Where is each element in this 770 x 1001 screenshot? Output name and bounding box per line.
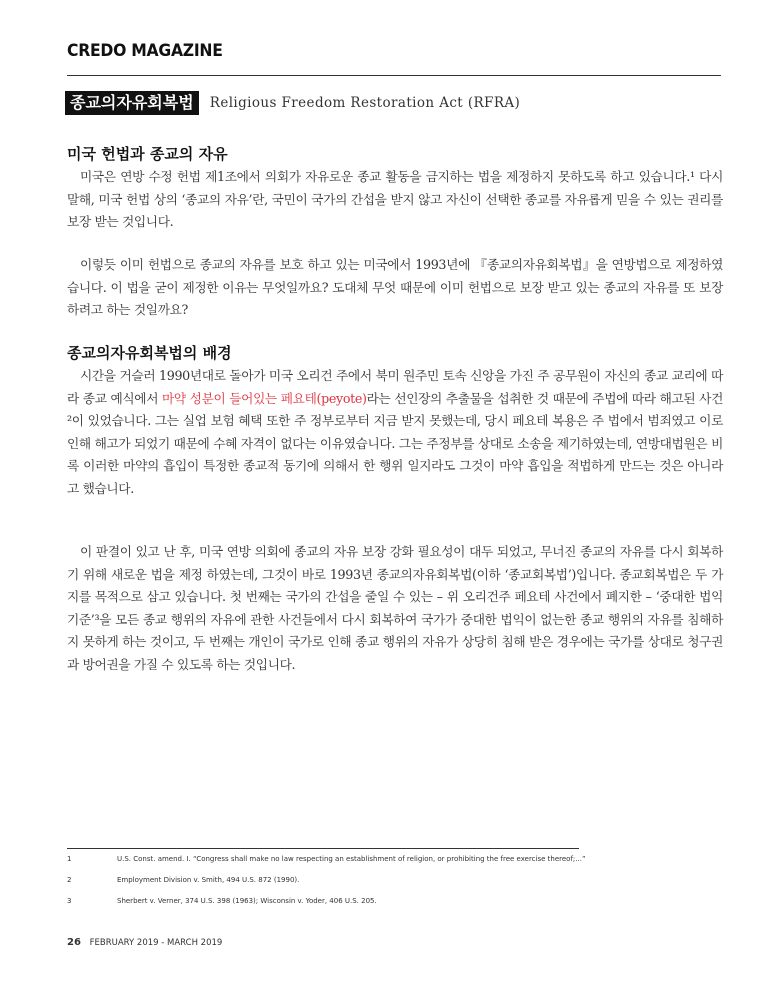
paragraph-text: 시간을 거슬러 1990년대로 돌아가 미국 오리건 주에서 북미 원주민 토속 신앙을 가진 주 공무원이 자신의 종교 교리에 따라 종교 예식에서	[67, 368, 723, 406]
article-title-korean: 종교의자유회복법	[65, 91, 199, 115]
section2-paragraph-1	[67, 365, 723, 501]
issue-date: FEBRUARY 2019 - MARCH 2019	[89, 938, 223, 948]
header-rule	[67, 75, 721, 76]
article-title-english: Religious Freedom Restoration Act (RFRA)	[209, 95, 521, 111]
footnote-number: 3	[67, 897, 72, 905]
footnote-text: Sherbert v. Verner, 374 U.S. 398 (1963); Wisconsin v. Yoder, 406 U.S. 205.	[117, 897, 377, 905]
article-title-row	[65, 91, 520, 117]
highlighted-text: 마약 성분이 들어있는 페요테(peyote)	[161, 390, 367, 406]
section1-heading: 미국 헌법과 종교의 자유	[67, 145, 228, 163]
section1-paragraph-1: 미국은 연방 수정 헌법 제1조에서 의회가 자유로운 종교 활동을 금지하는 법을 제정하지 못하도록 하고 있습니다.¹ 다시 말해, 미국 헌법 상의 ‘종교의 자유’란, 국민이 국가의 간섭을 받지 않고 자신이 선택한 종교를 자유롭게 믿을 수 있는 권리를 보장 받는 것입니다.	[67, 169, 723, 230]
footnote-rule	[67, 848, 579, 849]
page-footer	[67, 937, 222, 948]
footnote-text: Employment Division v. Smith, 494 U.S. 872 (1990).	[117, 876, 300, 884]
section1-paragraph-2: 이렇듯 이미 헌법으로 종교의 자유를 보호 하고 있는 미국에서 1993년에 『종교의자유회복법』을 연방법으로 제정하였습니다. 이 법을 굳이 제정한 이유는 무엇일까요? 도대체 무엇 때문에 이미 헌법으로 보장 받고 있는 종교의 자유를 또 보장하려고 하는 것일까요?	[67, 257, 723, 318]
section2-heading: 종교의자유회복법의 배경	[67, 344, 232, 362]
magazine-name: CREDO MAGAZINE	[67, 41, 223, 61]
page-number: 26	[67, 937, 81, 948]
section2-paragraph-2: 이 판결이 있고 난 후, 미국 연방 의회에 종교의 자유 보장 강화 필요성이 대두 되었고, 무너진 종교의 자유를 다시 회복하기 위해 새로운 법을 제정 하였는데, 그것이 바로 1993년 종교의자유회복법(이하 ‘종교회복법’)입니다. 종교회복법은 두 가지를 목적으로 삼고 있습니다. 첫 번째는 국가의 간섭을 줄일 수 있는 – 위 오리건주 페요테 사건에서 폐지한 – ‘중대한 법익 기준’³을 모든 종교 행위의 자유에 관한 사건들에서 다시 회복하여 국가가 중대한 법익이 없는한 종교 행위의 자유를 침해하지 못하게 하는 것이고, 두 번째는 개인이 국가로 인해 종교 행위의 자유가 상당히 침해 받은 경우에는 국가를 상대로 청구권과 방어권을 가질 수 있도록 하는 것입니다.	[67, 544, 723, 672]
footnote-number: 1	[67, 855, 72, 863]
paragraph-text: 라는 선인장의 추출물을 섭취한 것 때문에 주법에 따라 해고된 사건²이 있었습니다. 그는 실업 보험 혜택 또한 주 정부로부터 지금 받지 못했는데, 당시 페요테 복용은 주 법에서 범죄였고 이로 인해 해고가 되었기 때문에 수혜 자격이 없다는 이유였습니다. 그는 주정부를 상대로 소송을 제기하였는데, 연방대법원은 비록 이러한 마약의 흡입이 특정한 종교적 동기에 의해서 한 행위 일지라도 그것이 마약 흡입을 적법하게 만드는 것은 아니라고 했습니다.	[67, 390, 723, 496]
footnote-text: U.S. Const. amend. I. “Congress shall make no law respecting an establishment of religion, or prohibiting the free exercise thereof;...”	[117, 855, 586, 863]
footnote-number: 2	[67, 876, 72, 884]
